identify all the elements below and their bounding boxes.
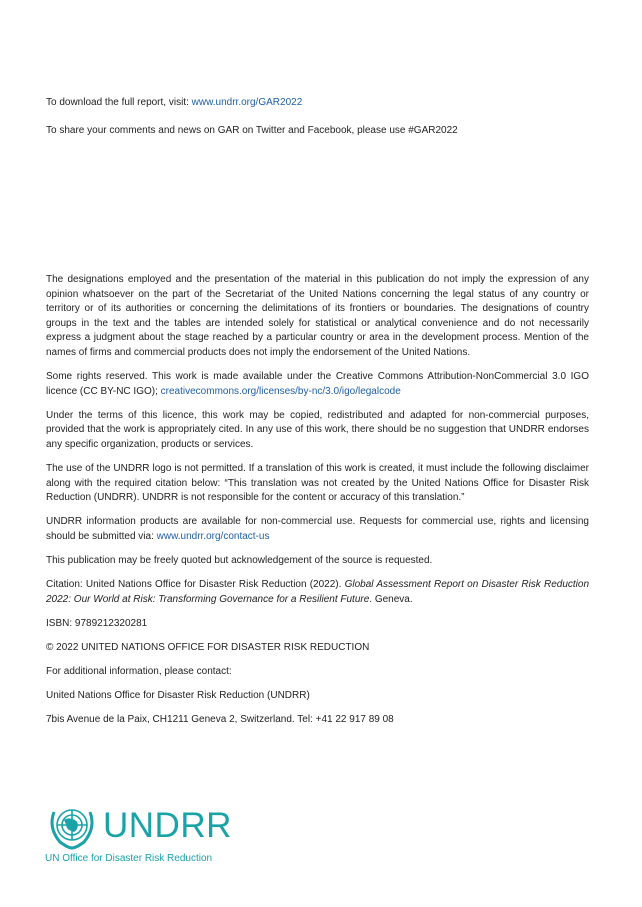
citation-suffix: . Geneva. (369, 593, 413, 605)
undrr-logo (44, 802, 244, 872)
download-line (46, 97, 302, 108)
copyright: © 2022 UNITED NATIONS OFFICE FOR DISASTER RISK REDUCTION (46, 641, 370, 653)
download-text: To download the full report, visit: (46, 97, 192, 108)
terms: Under the terms of this licence, this work may be copied, redistributed and adapted for non-commercial purposes, provided that the work is appropriately cited. In any use of this work, there should be no suggestion that UNDRR endorses any specific organization, products or services. (46, 409, 589, 450)
citation-prefix: Citation: United Nations Office for Disaster Risk Reduction (2022). (46, 579, 345, 591)
disclaimer: The designations employed and the presentation of the material in this publication do not imply the expression of any opinion whatsoever on the part of the Secretariat of the United Nations concerning the legal status of any country or territory or of its authorities or concerning the delimitations of its frontiers or boundaries. The designations of country groups in the text and the tables are intended solely for statistical or analytical convenience and do not necessarily express a judgment about the stage reached by a particular country or area in the development process. Mention of the names of firms and commercial products does not imply the endorsement of the United Nations. (46, 274, 589, 358)
report-link[interactable]: www.undrr.org/GAR2022 (191, 97, 303, 108)
license-link[interactable]: creativecommons.org/licenses/by-nc/3.0/igo/legalcode (160, 385, 401, 397)
share-line: To share your comments and news on GAR on Twitter and Facebook, please use #GAR2022 (46, 125, 458, 136)
logo-use: The use of the UNDRR logo is not permitted. If a translation of this work is created, it must include the following disclaimer along with the required citation below: “This translation was not created by the United Nations Office for Disaster Risk Reduction (UNDRR). UNDRR is not responsible for the content or accuracy of this translation.” (46, 463, 589, 504)
legal-text (46, 273, 589, 737)
citation-title: Global Assessment Report on Disaster Risk Reduction 2022: Our World at Risk: Transforming Governance for a Resilient Future (46, 579, 589, 605)
contact: For additional information, please contact: (46, 665, 232, 677)
citation (46, 578, 589, 607)
un-emblem-icon (44, 802, 100, 852)
rights-text: Some rights reserved. This work is made available under the Creative Commons Attribution-NonCommercial 3.0 IGO licence (CC BY-NC IGO); (46, 371, 589, 397)
info-products (46, 515, 589, 544)
org: United Nations Office for Disaster Risk Reduction (UNDRR) (46, 690, 310, 702)
logo-wordmark: UNDRR (103, 806, 232, 845)
quote: This publication may be freely quoted but acknowledgement of the source is requested. (46, 555, 433, 566)
address: 7bis Avenue de la Paix, CH1211 Geneva 2, Switzerland. Tel: +41 22 917 89 08 (46, 714, 394, 726)
rights (46, 370, 589, 399)
info-text: UNDRR information products are available for non-commercial use. Requests for commercial use, rights and licensing should be submitted via: (46, 516, 589, 542)
logo-subtitle: UN Office for Disaster Risk Reduction (45, 853, 213, 864)
contact-link[interactable]: www.undrr.org/contact-us (156, 530, 270, 542)
isbn: ISBN: 9789212320281 (46, 617, 148, 629)
